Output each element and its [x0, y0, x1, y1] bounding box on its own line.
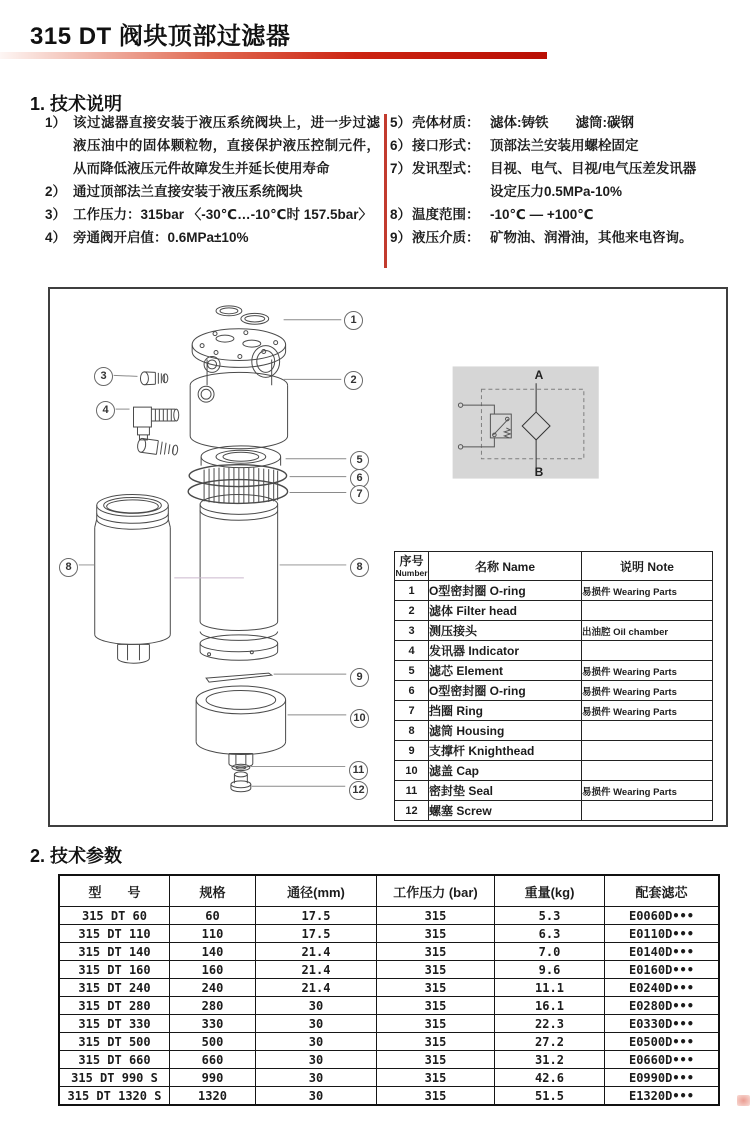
tech-notes-right-column	[390, 111, 740, 249]
part-name: 挡圈 Ring	[429, 701, 582, 721]
part-note	[582, 801, 713, 821]
params-row	[59, 1051, 719, 1069]
params-header-element: 配套滤芯	[605, 875, 720, 907]
callout-8-right: 8	[350, 558, 369, 577]
note-item-label: 壳体材质：	[412, 115, 480, 130]
callout-8-left: 8	[59, 558, 78, 577]
parts-table-header-row	[395, 552, 713, 581]
red-column-divider	[384, 114, 387, 268]
parts-row	[395, 701, 713, 721]
param-diameter: 30	[256, 1033, 377, 1051]
part-number: 9	[395, 741, 429, 761]
note-item-number: 4）	[45, 230, 67, 245]
parts-row	[395, 801, 713, 821]
callout-10: 10	[350, 709, 369, 728]
param-diameter: 30	[256, 1087, 377, 1106]
note-item-3	[45, 203, 380, 226]
note-item-5	[390, 111, 740, 134]
params-header-model: 型 号	[59, 875, 170, 907]
callout-9: 9	[350, 668, 369, 687]
part-name: 密封垫 Seal	[429, 781, 582, 801]
param-pressure: 315	[377, 997, 495, 1015]
part-name: 滤盖 Cap	[429, 761, 582, 781]
note-item-number: 8）	[390, 207, 412, 222]
params-row	[59, 907, 719, 925]
part-number: 5	[395, 661, 429, 681]
param-size: 110	[170, 925, 256, 943]
part-number: 7	[395, 701, 429, 721]
params-row	[59, 1069, 719, 1087]
param-size: 660	[170, 1051, 256, 1069]
callout-1: 1	[344, 311, 363, 330]
part-number: 12	[395, 801, 429, 821]
param-pressure: 315	[377, 1033, 495, 1051]
param-element: E0160D•••	[605, 961, 720, 979]
part-number: 4	[395, 641, 429, 661]
note-item-label: 温度范围：	[412, 207, 480, 222]
part-note: 易损件 Wearing Parts	[582, 701, 713, 721]
part-name: 滤芯 Element	[429, 661, 582, 681]
callout-12: 12	[349, 781, 368, 800]
param-element: E1320D•••	[605, 1087, 720, 1106]
param-size: 140	[170, 943, 256, 961]
note-item-8	[390, 203, 740, 226]
param-diameter: 17.5	[256, 925, 377, 943]
part-number: 6	[395, 681, 429, 701]
part-note	[582, 601, 713, 621]
param-pressure: 315	[377, 1069, 495, 1087]
note-item-label: 接口形式：	[412, 138, 480, 153]
part-note: 易损件 Wearing Parts	[582, 681, 713, 701]
param-size: 500	[170, 1033, 256, 1051]
part-note	[582, 741, 713, 761]
param-size: 280	[170, 997, 256, 1015]
param-pressure: 315	[377, 907, 495, 925]
param-element: E0660D•••	[605, 1051, 720, 1069]
param-model: 315 DT 500	[59, 1033, 170, 1051]
params-row	[59, 943, 719, 961]
parts-header-note: 说明 Note	[582, 552, 713, 581]
param-element: E0500D•••	[605, 1033, 720, 1051]
param-weight: 6.3	[495, 925, 605, 943]
part-name: 螺塞 Screw	[429, 801, 582, 821]
param-diameter: 30	[256, 1051, 377, 1069]
callout-4: 4	[96, 401, 115, 420]
part-number: 3	[395, 621, 429, 641]
params-header-row	[59, 875, 719, 907]
part-number: 1	[395, 581, 429, 601]
param-model: 315 DT 660	[59, 1051, 170, 1069]
part-number: 10	[395, 761, 429, 781]
callout-6: 6	[350, 469, 369, 488]
param-diameter: 21.4	[256, 943, 377, 961]
param-pressure: 315	[377, 1087, 495, 1106]
part-note	[582, 761, 713, 781]
parts-row	[395, 641, 713, 661]
param-element: E0280D•••	[605, 997, 720, 1015]
note-item-2	[45, 180, 380, 203]
part-note: 易损件 Wearing Parts	[582, 781, 713, 801]
note-item-1	[45, 111, 380, 180]
params-row	[59, 1087, 719, 1106]
parts-row	[395, 781, 713, 801]
note-item-9	[390, 226, 740, 249]
note-item-number: 6）	[390, 138, 412, 153]
note-item-value: -10℃ — +100℃	[490, 207, 594, 222]
param-diameter: 30	[256, 1015, 377, 1033]
params-row	[59, 925, 719, 943]
param-model: 315 DT 160	[59, 961, 170, 979]
part-name: O型密封圈 O-ring	[429, 681, 582, 701]
parts-row	[395, 581, 713, 601]
note-item-text: 通过顶部法兰直接安装于液压系统阀块	[73, 184, 303, 199]
params-row	[59, 979, 719, 997]
parts-row	[395, 681, 713, 701]
parts-row	[395, 721, 713, 741]
title-underline-bar	[0, 52, 547, 59]
note-item-value-line2: 设定压力0.5MPa-10%	[490, 184, 623, 199]
schematic-port-b-label: B	[534, 465, 544, 479]
param-weight: 9.6	[495, 961, 605, 979]
note-item-value: 矿物油、润滑油，其他来电咨询。	[490, 230, 693, 245]
part-name: 发讯器 Indicator	[429, 641, 582, 661]
param-diameter: 30	[256, 997, 377, 1015]
note-item-text: 旁通阀开启值：0.6MPa±10%	[73, 230, 249, 245]
note-item-value: 目视、电气、目视/电气压差发讯器	[490, 161, 697, 176]
param-element: E0990D•••	[605, 1069, 720, 1087]
part-name: O型密封圈 O-ring	[429, 581, 582, 601]
section-heading-tech-notes: 1. 技术说明	[30, 94, 123, 114]
parts-row	[395, 741, 713, 761]
note-item-4	[45, 226, 380, 249]
section-heading-tech-params: 2. 技术参数	[30, 846, 123, 866]
param-weight: 27.2	[495, 1033, 605, 1051]
param-model: 315 DT 140	[59, 943, 170, 961]
callout-11: 11	[349, 761, 368, 780]
param-weight: 11.1	[495, 979, 605, 997]
param-element: E0330D•••	[605, 1015, 720, 1033]
part-number: 2	[395, 601, 429, 621]
param-weight: 7.0	[495, 943, 605, 961]
note-item-number: 1）	[45, 115, 67, 130]
parts-header-number	[395, 552, 429, 581]
param-element: E0110D•••	[605, 925, 720, 943]
note-item-label: 液压介质：	[412, 230, 480, 245]
parts-row	[395, 621, 713, 641]
tech-params-table	[58, 874, 720, 1106]
param-model: 315 DT 280	[59, 997, 170, 1015]
part-number: 8	[395, 721, 429, 741]
param-diameter: 21.4	[256, 961, 377, 979]
part-note	[582, 721, 713, 741]
tech-notes-left-column	[45, 111, 380, 249]
callout-2: 2	[344, 371, 363, 390]
param-weight: 42.6	[495, 1069, 605, 1087]
param-weight: 22.3	[495, 1015, 605, 1033]
param-diameter: 17.5	[256, 907, 377, 925]
param-pressure: 315	[377, 943, 495, 961]
param-size: 60	[170, 907, 256, 925]
parts-header-name: 名称 Name	[429, 552, 582, 581]
param-size: 160	[170, 961, 256, 979]
param-element: E0140D•••	[605, 943, 720, 961]
param-model: 315 DT 60	[59, 907, 170, 925]
page-title: 315 DT 阀块顶部过滤器	[30, 23, 291, 50]
param-weight: 5.3	[495, 907, 605, 925]
params-row	[59, 1015, 719, 1033]
param-size: 990	[170, 1069, 256, 1087]
param-size: 330	[170, 1015, 256, 1033]
parts-row	[395, 761, 713, 781]
part-name: 滤体 Filter head	[429, 601, 582, 621]
param-size: 1320	[170, 1087, 256, 1106]
note-item-number: 2）	[45, 184, 67, 199]
param-pressure: 315	[377, 961, 495, 979]
hydraulic-schematic	[453, 366, 599, 478]
parts-row	[395, 601, 713, 621]
part-note	[582, 641, 713, 661]
param-size: 240	[170, 979, 256, 997]
params-row	[59, 961, 719, 979]
note-item-number: 9）	[390, 230, 412, 245]
params-header-weight: 重量(kg)	[495, 875, 605, 907]
note-item-number: 5）	[390, 115, 412, 130]
note-item-number: 3）	[45, 207, 67, 222]
param-weight: 31.2	[495, 1051, 605, 1069]
parts-header-number-en: Number	[395, 567, 428, 578]
note-item-7	[390, 157, 740, 203]
params-header-pressure: 工作压力 (bar)	[377, 875, 495, 907]
param-pressure: 315	[377, 1015, 495, 1033]
callout-3: 3	[94, 367, 113, 386]
part-name: 支撑杆 Knighthead	[429, 741, 582, 761]
note-item-6	[390, 134, 740, 157]
part-name: 测压接头	[429, 621, 582, 641]
param-weight: 51.5	[495, 1087, 605, 1106]
part-note: 易损件 Wearing Parts	[582, 661, 713, 681]
params-row	[59, 997, 719, 1015]
parts-header-number-cn: 序号	[399, 553, 424, 568]
page-corner-mark	[737, 1095, 750, 1106]
schematic-port-a-label: A	[534, 368, 544, 382]
param-pressure: 315	[377, 979, 495, 997]
note-item-text: 工作压力：315bar 〈-30℃…-10℃时 157.5bar〉	[73, 207, 373, 222]
note-item-value: 顶部法兰安装用螺栓固定	[490, 138, 639, 153]
note-item-value: 滤体:铸铁 滤筒:碳钢	[490, 115, 634, 130]
parts-row	[395, 661, 713, 681]
note-item-text: 该过滤器直接安装于液压系统阀块上，进一步过滤液压油中的固体颗粒物，直接保护液压控制元件，从而降低液压元件故障发生并延长使用寿命	[73, 115, 380, 176]
part-name: 滤筒 Housing	[429, 721, 582, 741]
parts-table	[394, 551, 713, 821]
param-weight: 16.1	[495, 997, 605, 1015]
param-model: 315 DT 240	[59, 979, 170, 997]
params-row	[59, 1033, 719, 1051]
callout-5: 5	[350, 451, 369, 470]
param-model: 315 DT 990 S	[59, 1069, 170, 1087]
part-note: 易损件 Wearing Parts	[582, 581, 713, 601]
param-model: 315 DT 110	[59, 925, 170, 943]
note-item-number: 7）	[390, 161, 412, 176]
param-pressure: 315	[377, 1051, 495, 1069]
param-diameter: 21.4	[256, 979, 377, 997]
params-header-diameter: 通径(mm)	[256, 875, 377, 907]
param-element: E0240D•••	[605, 979, 720, 997]
part-number: 11	[395, 781, 429, 801]
param-model: 315 DT 330	[59, 1015, 170, 1033]
part-note: 出油腔 Oil chamber	[582, 621, 713, 641]
param-model: 315 DT 1320 S	[59, 1087, 170, 1106]
param-pressure: 315	[377, 925, 495, 943]
callout-7: 7	[350, 485, 369, 504]
param-diameter: 30	[256, 1069, 377, 1087]
note-item-label: 发讯型式：	[412, 161, 480, 176]
params-header-size: 规格	[170, 875, 256, 907]
param-element: E0060D•••	[605, 907, 720, 925]
exploded-view-panel	[48, 287, 728, 827]
